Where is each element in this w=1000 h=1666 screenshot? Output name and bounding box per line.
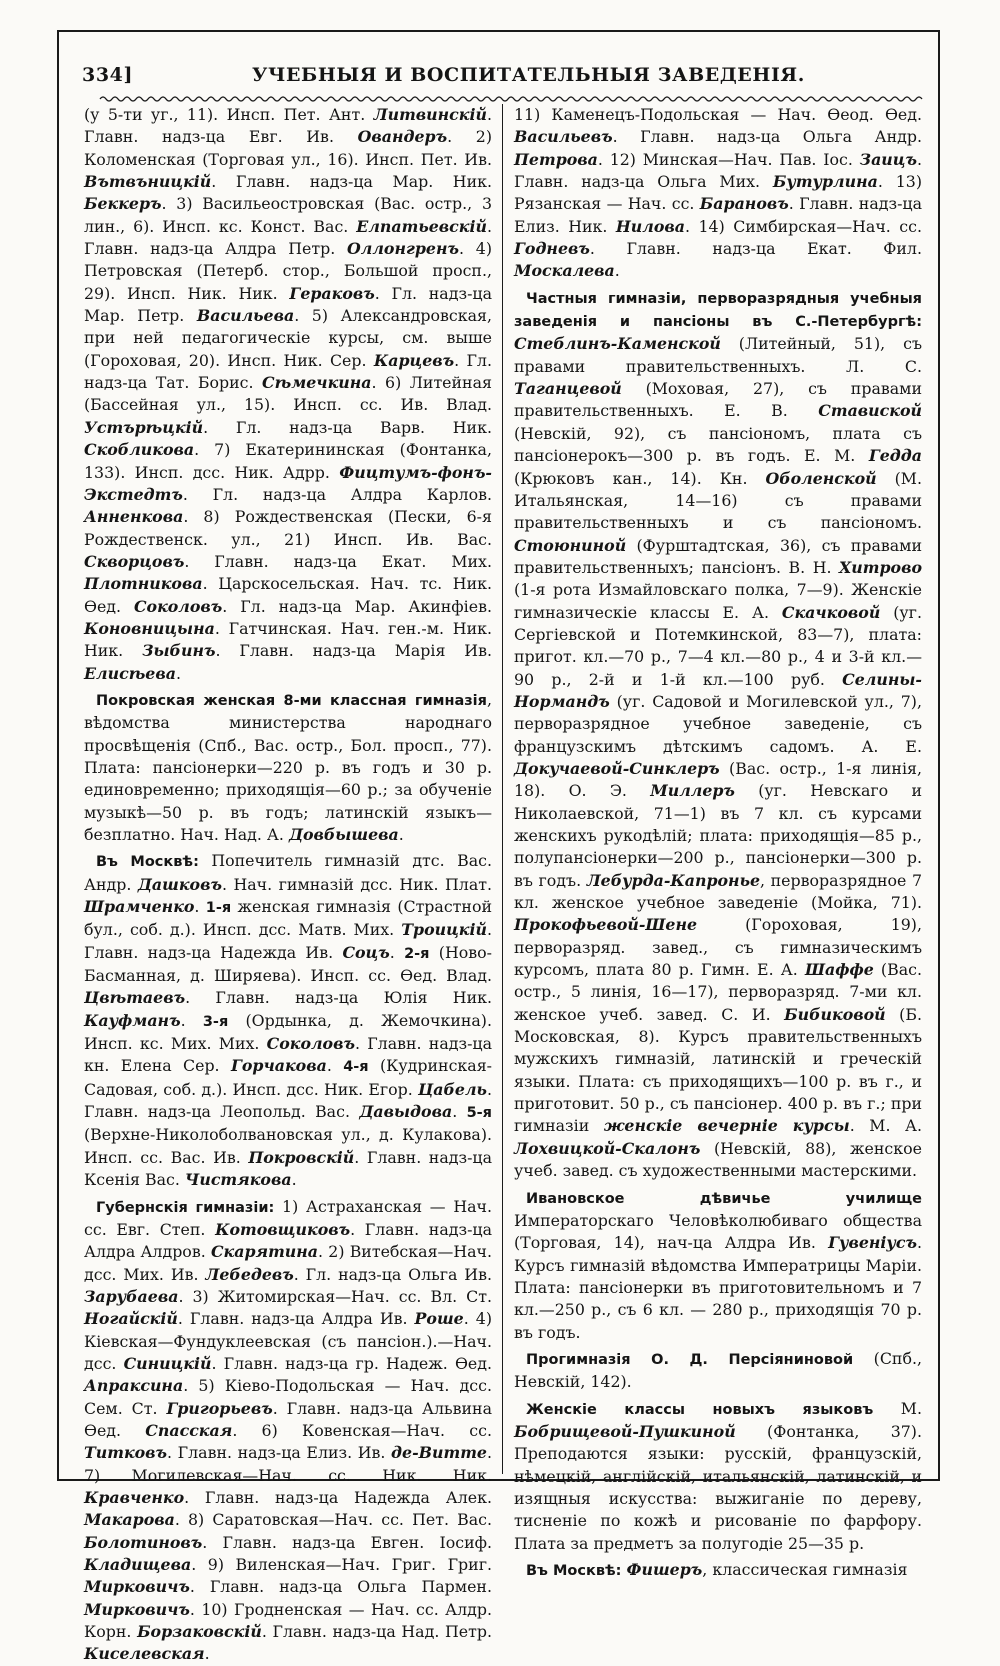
body-text: . Главн. надз-ца Евг. Ив. bbox=[84, 105, 492, 147]
person-name: Москалева bbox=[514, 261, 615, 281]
person-name: Скворцовъ bbox=[84, 551, 185, 571]
body-text: . 5) Александровская, при ней педагогическіе курсы, см. выше (Гороховая, 20). Инсп. Ник. Сер. bbox=[84, 306, 492, 370]
body-text: . 9) Виленская—Нач. Григ. Григ. bbox=[191, 1555, 492, 1574]
person-name: Плотникова bbox=[84, 574, 203, 594]
person-name: Сѣмечкина bbox=[262, 373, 372, 393]
body-text: . Гл. надз-ца Мар. Акинфіев. bbox=[222, 596, 492, 616]
person-name: Мирковичъ bbox=[84, 1577, 190, 1597]
body-text: . Главн. надз-ца Ксенія Вас. bbox=[84, 1147, 492, 1190]
person-name: Гувеніусъ bbox=[828, 1233, 917, 1253]
person-name: Бибиковой bbox=[784, 1004, 886, 1024]
body-text: . 8) Саратовская—Нач. сс. Пет. Вас. bbox=[174, 1510, 492, 1530]
person-name: женскіе вечерніе курсы bbox=[603, 1116, 850, 1136]
body-text: М. bbox=[873, 1398, 922, 1418]
person-name: Троицкій bbox=[401, 920, 487, 940]
person-name: Миллеръ bbox=[650, 781, 735, 801]
body-text: . Главн. надз-ца Мар. Ник. bbox=[211, 172, 492, 192]
section-heading: Губернскія гимназіи: bbox=[96, 1199, 275, 1216]
body-text: . Главн. надз-ца Алдра Петр. bbox=[84, 216, 492, 259]
person-name: Бобрищевой-Пушкиной bbox=[514, 1421, 736, 1441]
body-text: . Главн. надз-ца Ольга Пармен. bbox=[189, 1577, 492, 1597]
person-name: Фишеръ bbox=[626, 1560, 703, 1579]
person-name: Гераковъ bbox=[289, 283, 375, 303]
body-text: 11) Каменецъ-Подольская — Нач. Ѳеод. Ѳед. bbox=[514, 105, 922, 124]
person-name: Ставиской bbox=[818, 401, 922, 421]
section-heading: Прогимназія О. Д. Персіяниновой bbox=[526, 1351, 854, 1368]
person-name: Апраксина bbox=[84, 1376, 184, 1396]
body-text: . Главн. надз-ца кн. Елена Сер. bbox=[84, 1034, 493, 1076]
body-text: Попечитель гимназій дтс. Вас. Андр. bbox=[84, 851, 492, 894]
body-text: . Главн. надз-ца Леопольд. Вас. bbox=[84, 1079, 492, 1122]
body-text: . 12) Минская—Нач. Пав. Іос. bbox=[597, 149, 860, 169]
person-name: Овандеръ bbox=[357, 127, 448, 147]
wavy-rule-divider bbox=[100, 95, 922, 103]
running-title: УЧЕБНЫЯ И ВОСПИТАТЕЛЬНЫЯ ЗАВЕДЕНІЯ. bbox=[252, 64, 805, 86]
person-name: Елпатьевскій bbox=[356, 216, 487, 236]
body-text: . bbox=[398, 825, 404, 844]
body-text: . Гл. надз-ца Тат. Борис. bbox=[84, 350, 492, 393]
person-name: Гедда bbox=[868, 446, 922, 466]
person-name: Соколовъ bbox=[266, 1034, 355, 1054]
person-name: Стоюниной bbox=[514, 535, 627, 555]
person-name: Селины-Нормандъ bbox=[514, 669, 922, 711]
body-text: , перворазрядное 7 кл. женское учебное заведеніе (Мойка, 71). bbox=[514, 870, 922, 913]
section-heading: Въ Москвѣ: bbox=[96, 854, 199, 871]
body-text: женская гимназія (Страстной бул., соб. д.). Инсп. дсс. Матв. Мих. bbox=[84, 897, 492, 940]
body-text: (Б. Московская, 8). Курсъ правительственныхъ мужскихъ гимназій, латинскій и греческій языки. Плата: съ приходящихъ—100 р. въ г., и приготовит. 50 р., съ пансіонер. 400 р. въ г.; при гимназіи bbox=[514, 1004, 922, 1136]
body-text: . 6) Ковенская—Нач. сс. bbox=[232, 1420, 492, 1440]
body-text: . Гл. надз-ца Варв. Ник. bbox=[203, 417, 492, 437]
body-text: . Главн. надз-ца Юлія Ник. bbox=[185, 988, 492, 1008]
person-name: Скобликова bbox=[84, 440, 195, 460]
person-name: Титковъ bbox=[84, 1443, 168, 1463]
body-text: (у 5-ти уг., 11). Инсп. Пет. Ант. bbox=[84, 105, 374, 124]
body-text: . Главн. надз-ца Альвина Ѳед. bbox=[84, 1398, 492, 1440]
person-name: Таганцевой bbox=[514, 379, 622, 399]
body-text: Императорскаго Человѣколюбиваго общества (Торговая, 14), нач-ца Алдра Ив. bbox=[514, 1210, 922, 1253]
person-name: Годневъ bbox=[514, 239, 590, 259]
body-text: (Фонтанка, 37). Преподаются языки: русскій, французскій, нѣмецкій, англійскій, итальянскій, латинскій, и изящныя искусства: выжиганіе по дереву, тисненіе по кожѣ и рисованіе по фарфору. Плата за предметъ за полугодіе 25—35 р. bbox=[514, 1421, 922, 1553]
body-text: . 2) Витебская—Нач. дсс. Мих. Ив. bbox=[84, 1242, 492, 1284]
person-name: Коновницына bbox=[84, 618, 215, 638]
body-text: (Крюковъ кан., 14). Кн. bbox=[514, 468, 766, 488]
body-text: . М. А. bbox=[849, 1116, 923, 1136]
section-heading: Женскіе классы новыхъ языковъ bbox=[526, 1401, 874, 1418]
body-text: (Кудринская-Садовая, соб. д.). Инсп. дсс. Ник. Егор. bbox=[84, 1056, 493, 1099]
body-text: . bbox=[291, 1170, 297, 1190]
body-text: (1-я рота Измайловскаго полка, 7—9). Женскіе гимназическіе классы Е. А. bbox=[514, 580, 922, 622]
person-name: Довбышева bbox=[288, 825, 399, 844]
body-text: . bbox=[614, 261, 620, 281]
person-name: Спасская bbox=[145, 1420, 233, 1440]
person-name: Фицтумъ-фонъ-Экстедтъ bbox=[84, 462, 492, 504]
body-text: . 6) Литейная (Бассейная ул., 15). Инсп. сс. Ив. Влад. bbox=[84, 373, 492, 415]
body-text: . Главн. надз-ца Екат. Мих. bbox=[184, 551, 492, 571]
body-text: . 5) Кіево-Подольская — Нач. дсс. Сем. Ст. bbox=[84, 1376, 492, 1418]
section-heading: 1-я bbox=[205, 900, 232, 917]
body-text: . Главн. надз-ца Елиз. Ив. bbox=[167, 1443, 392, 1463]
body-text: (уг. Сергіевской и Потемкинской, 83—7), плата: пригот. кл.—70 р., 7—4 кл.—80 р., 4 и 3-й кл.—90 р., 2-й и 1-й кл.—100 руб. bbox=[514, 602, 922, 689]
person-name: Шаффе bbox=[804, 960, 874, 980]
person-name: Зыбинъ bbox=[142, 641, 216, 661]
body-text: . bbox=[452, 1102, 467, 1122]
body-text: (Верхне-Николоболвановская ул., д. Кулакова). Инсп. сс. Вас. Ив. bbox=[84, 1125, 492, 1167]
paragraph bbox=[514, 1348, 922, 1394]
body-text: (Спб., Невскій, 142). bbox=[514, 1348, 923, 1392]
person-name: Котовщиковъ bbox=[215, 1219, 351, 1239]
body-text: . Гл. надз-ца Ольга Ив. bbox=[293, 1264, 492, 1284]
body-text: (Вас. остр., 1-я линія, 18). О. Э. bbox=[514, 758, 922, 801]
person-name: Карцевъ bbox=[373, 350, 455, 370]
body-text: (уг. Невскаго и Николаевской, 71—1) въ 7 кл. съ курсами женскихъ рукодѣлій; плата: приходящія—85 р., полупансіонерки—200 р., пансіонерки—300 р. въ годъ. bbox=[514, 781, 922, 890]
section-heading: Ивановское дѣвичье училище bbox=[526, 1190, 922, 1207]
body-text: . bbox=[180, 1010, 203, 1030]
paragraph bbox=[514, 287, 922, 1183]
body-text: (Фурштадтская, 36), съ правами правительственныхъ; пансіонъ. В. Н. bbox=[514, 535, 922, 577]
person-name: Макарова bbox=[84, 1510, 175, 1530]
body-text: . bbox=[389, 942, 405, 962]
body-text: . 7) Екатерининская (Фонтанка, 133). Инсп. дсс. Ник. Адрр. bbox=[84, 440, 492, 482]
body-text: . Главн. надз-ца Алдра Алдров. bbox=[84, 1219, 492, 1262]
person-name: Кравченко bbox=[84, 1487, 185, 1507]
body-text: . bbox=[326, 1056, 344, 1076]
person-name: Хитрово bbox=[839, 557, 922, 577]
body-text: . Главн. надз-ца Ольга Андр. bbox=[612, 127, 922, 147]
person-name: Докучаевой-Синклеръ bbox=[514, 758, 720, 778]
section-heading: 5-я bbox=[466, 1105, 492, 1122]
body-text: (Гороховая, 19), перворазряд. завед., съ гимназическимъ курсомъ, плата 80 р. Гимн. Е. А. bbox=[514, 915, 922, 980]
person-name: Горчакова bbox=[230, 1056, 327, 1076]
person-name: Роше bbox=[414, 1309, 464, 1329]
person-name: Устърѣцкій bbox=[84, 417, 204, 437]
person-name: Лохвицкой-Скалонъ bbox=[514, 1138, 701, 1158]
body-text: . Главн. надз-ца Над. Петр. bbox=[261, 1622, 493, 1642]
paragraph bbox=[514, 1559, 922, 1582]
body-text: . 13) Рязанская — Нач. сс. bbox=[514, 172, 922, 214]
body-text: . bbox=[194, 897, 206, 917]
person-name: Петрова bbox=[514, 149, 598, 169]
paragraph bbox=[514, 104, 922, 283]
body-text: . Главн. надз-ца Марія Ив. bbox=[215, 641, 492, 661]
section-heading: Покровская женская 8-ми классная гимназія bbox=[96, 692, 487, 709]
right-text-column bbox=[514, 104, 923, 1579]
paragraph bbox=[84, 1196, 492, 1666]
person-name: Скачковой bbox=[781, 602, 881, 622]
body-text: . 2) Коломенская (Торговая ул., 16). Инсп. Пет. Ив. bbox=[84, 127, 492, 169]
person-name: Васильева bbox=[196, 306, 295, 326]
paragraph bbox=[514, 1187, 922, 1344]
person-name: Бутурлина bbox=[772, 172, 878, 192]
body-text: . 7) Могилевская—Нач. сс. Ник. Ник. bbox=[84, 1443, 492, 1485]
person-name: Васильевъ bbox=[514, 127, 613, 147]
person-name: Цабель bbox=[418, 1079, 487, 1099]
person-name: Зарубаева bbox=[84, 1286, 179, 1306]
body-text: . 8) Рождественская (Пески, 6-я Рождественск. ул., 21) Инсп. Ив. Вас. bbox=[84, 507, 492, 549]
person-name: Мирковичъ bbox=[84, 1599, 190, 1619]
person-name: Оллонгренъ bbox=[347, 239, 459, 259]
section-heading: Въ Москвѣ: bbox=[526, 1563, 622, 1579]
person-name: Кладищева bbox=[84, 1555, 192, 1574]
left-text-column bbox=[84, 104, 493, 1664]
person-name: Покровскій bbox=[248, 1147, 355, 1167]
body-text: , классическая гимназія bbox=[702, 1560, 908, 1579]
person-name: Елисѣева bbox=[84, 663, 176, 683]
body-text: (Литейный, 51), съ правами правительственныхъ. Л. С. bbox=[514, 334, 922, 376]
person-name: Шрамченко bbox=[84, 897, 195, 917]
body-text: (Невскій, 88), женское учеб. завед. съ художественными мастерскими. bbox=[514, 1138, 922, 1181]
person-name: Григорьевъ bbox=[166, 1398, 273, 1418]
person-name: Скарятина bbox=[210, 1242, 319, 1262]
body-text: (Ордынка, д. Жемочкина). Инсп. кс. Мих. Мих. bbox=[84, 1010, 492, 1054]
body-text: . Главн. надз-ца Алдра Ив. bbox=[177, 1309, 415, 1329]
body-text: . 4) Кіевская—Фундуклеевская (съ пансіон.).—Нач. дсс. bbox=[84, 1309, 492, 1373]
paragraph bbox=[84, 104, 492, 685]
body-text: . Главн. надз-ца Евген. Іосиф. bbox=[202, 1532, 492, 1552]
body-text: . Главн. надз-ца Надежда Ив. bbox=[84, 920, 492, 962]
person-name: Заицъ bbox=[859, 149, 917, 169]
body-text: . 10) Гродненская — Нач. сс. Алдр. Корн. bbox=[84, 1599, 492, 1642]
person-name: Лебурда-Капронье bbox=[586, 870, 761, 890]
body-text: . bbox=[175, 663, 181, 683]
person-name: Цвѣтаевъ bbox=[84, 988, 186, 1008]
body-text: (уг. Садовой и Могилевской ул., 7), перворазрядное учебное заведеніе, съ французскимъ дѣтскимъ садомъ. А. Е. bbox=[514, 691, 922, 756]
paragraph bbox=[84, 689, 492, 846]
person-name: Вътвъницкій bbox=[84, 172, 212, 192]
person-name: Анненкова bbox=[84, 507, 184, 527]
body-text: . Курсъ гимназій вѣдомства Императрицы Маріи. Плата: пансіонерки въ приготовительномъ и 7 кл.—250 р., съ 6 кл. — 280 р., приходящія 70 р. въ годъ. bbox=[514, 1233, 922, 1342]
body-text: . bbox=[204, 1644, 210, 1664]
section-heading: 2-я bbox=[404, 945, 430, 962]
person-name: Чистякова bbox=[184, 1170, 292, 1190]
person-name: Дашковъ bbox=[137, 874, 222, 894]
body-text: . Гл. надз-ца Алдра Карлов. bbox=[182, 484, 492, 504]
body-text: . 4) Петровская (Петерб. стор., Большой просп., 29). Инсп. Ник. Ник. bbox=[84, 239, 492, 303]
person-name: Ногайскій bbox=[84, 1309, 178, 1329]
body-text: . Главн. надз-ца Елиз. Ник. bbox=[514, 194, 922, 236]
person-name: Соцъ bbox=[342, 942, 390, 962]
body-text: . Нач. гимназій дсс. Ник. Плат. bbox=[221, 874, 493, 894]
person-name: Соколовъ bbox=[133, 596, 223, 616]
body-text: . 14) Симбирская—Нач. сс. bbox=[684, 216, 922, 236]
body-text: (Ново-Басманная, д. Ширяева). Инсп. сс. Ѳед. Влад. bbox=[84, 942, 493, 986]
person-name: Кауфманъ bbox=[84, 1010, 181, 1030]
section-heading: 4-я bbox=[343, 1059, 369, 1076]
body-text: . Главн. надз-ца Надежда Алек. bbox=[184, 1487, 492, 1507]
person-name: Стеблинъ-Каменской bbox=[514, 334, 721, 354]
body-text: . Главн. надз-ца гр. Надеж. Ѳед. bbox=[211, 1353, 493, 1373]
body-text: . 3) Васильеостровская (Вас. остр., 3 лин., 6). Инсп. кс. Конст. Вас. bbox=[84, 194, 492, 236]
body-text: . Главн. надз-ца Екат. Фил. bbox=[589, 239, 922, 259]
person-name: Борзаковскій bbox=[137, 1622, 262, 1642]
body-text: . 3) Житомирская—Нач. сс. Вл. Ст. bbox=[178, 1286, 492, 1306]
person-name: Барановъ bbox=[699, 194, 789, 214]
person-name: Прокофьевой-Шене bbox=[514, 915, 698, 935]
body-text: 1) Астраханская — Нач. сс. Евг. Степ. bbox=[84, 1196, 493, 1239]
body-text: . Гл. надз-ца Мар. Петр. bbox=[84, 283, 492, 326]
person-name: Синицкій bbox=[123, 1353, 212, 1373]
body-text: (Моховая, 27), съ правами правительственныхъ. Е. В. bbox=[514, 379, 922, 421]
paragraph bbox=[514, 1398, 922, 1555]
person-name: Давыдова bbox=[359, 1102, 453, 1122]
body-text: (Невскій, 92), съ пансіономъ, плата съ пансіонерокъ—300 р. въ годъ. Е. М. bbox=[514, 423, 922, 466]
body-text: (М. Итальянская, 14—16) съ правами правительственныхъ и съ пансіономъ. bbox=[514, 468, 922, 533]
paragraph bbox=[84, 850, 492, 1191]
body-text: , вѣдомства министерства народнаго просвѣщенія (Спб., Вас. остр., Бол. просп., 77). Плата: пансіонерки—220 р. въ годъ и 30 р. единовременно; приходящія—60 р.; за обученіе музыкѣ—50 р. въ годъ; латинскій языкъ—безплатно. Нач. Над. А. bbox=[84, 689, 492, 844]
person-name: Нилова bbox=[615, 216, 685, 236]
person-name: Беккеръ bbox=[84, 194, 162, 214]
person-name: Киселевская bbox=[84, 1644, 205, 1664]
person-name: де-Витте bbox=[391, 1443, 487, 1463]
column-divider bbox=[502, 104, 503, 1474]
body-text: (Вас. остр., 5 линія, 16—17), перворазряд. 7-ми кл. женское учеб. завед. С. И. bbox=[514, 960, 922, 1024]
person-name: Литвинскій bbox=[373, 105, 487, 124]
section-heading: 3-я bbox=[202, 1013, 229, 1030]
page-number: 334] bbox=[82, 64, 134, 86]
body-text: . Гатчинская. Нач. ген.-м. Ник. Ник. bbox=[84, 618, 492, 661]
section-heading: Частныя гимназіи, перворазрядныя учебныя заведенія и пансіоны въ С.-Петербургѣ: bbox=[514, 290, 922, 331]
body-text: . Главн. надз-ца Ольга Мих. bbox=[514, 149, 922, 192]
person-name: Оболенской bbox=[765, 468, 877, 488]
page-header bbox=[82, 62, 922, 96]
person-name: Болотиновъ bbox=[84, 1532, 203, 1552]
body-text: . Царскосельская. Нач. тс. Ник. Ѳед. bbox=[84, 574, 492, 616]
person-name: Лебедевъ bbox=[205, 1264, 294, 1284]
